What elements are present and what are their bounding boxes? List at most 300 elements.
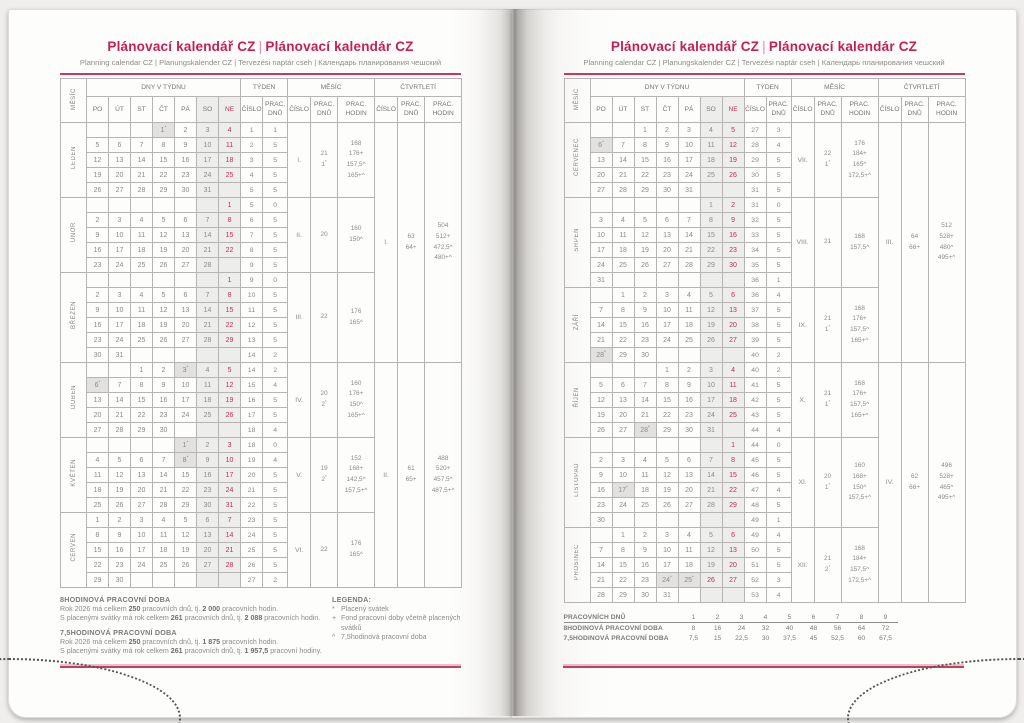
day-cell: 22	[700, 243, 722, 258]
page-subtitle: Planning calendar CZ | Planungskalender CZ | Tervezési naptár cseh | Календарь планирования чешский	[583, 58, 945, 67]
week-number: 21	[241, 483, 263, 498]
week-number: 27	[241, 573, 263, 588]
header-quarter-group: ČTVRTLETÍ	[375, 79, 462, 97]
week-workdays: 5	[766, 378, 791, 393]
day-cell: 7	[612, 138, 634, 153]
day-cell: 4	[131, 288, 153, 303]
day-cell: 10	[131, 528, 153, 543]
week-number: 53	[744, 588, 766, 603]
day-cell: 27	[612, 423, 634, 438]
day-cell: 15	[634, 153, 656, 168]
day-cell: 17	[678, 153, 700, 168]
day-cell: 25	[700, 168, 722, 183]
day-cell	[590, 288, 612, 303]
week-workdays: 0	[263, 273, 288, 288]
month-hours: 152 168+ 142,5^ 157,5+^	[338, 438, 375, 513]
day-cell	[722, 423, 744, 438]
day-cell: 27	[197, 558, 219, 573]
day-cell	[722, 273, 744, 288]
day-cell: 18	[131, 243, 153, 258]
month-name-label: ČERVEN	[70, 533, 77, 562]
month-number: IV.	[288, 363, 311, 438]
day-cell: 18	[197, 393, 219, 408]
day-cell: 10	[219, 453, 241, 468]
day-cell: 9	[87, 303, 109, 318]
week-number: 8	[241, 243, 263, 258]
day-cell: 1*	[175, 438, 197, 453]
worktime-block-title: 8HODINOVÁ PRACOVNÍ DOBA	[60, 595, 171, 604]
day-cell	[678, 273, 700, 288]
day-cell: 5	[590, 378, 612, 393]
week-workdays: 5	[263, 333, 288, 348]
day-cell: 24	[590, 258, 612, 273]
workhours-value: 1	[682, 612, 706, 623]
day-cell: 13	[175, 303, 197, 318]
week-workdays: 1	[766, 513, 791, 528]
page-title	[512, 39, 1016, 54]
day-cell	[153, 348, 175, 363]
day-cell: 20	[175, 243, 197, 258]
day-cell: 1	[87, 513, 109, 528]
day-cell: 8	[722, 453, 744, 468]
week-number: 9	[241, 273, 263, 288]
day-cell: 6	[109, 138, 131, 153]
day-cell	[590, 198, 612, 213]
day-cell	[612, 198, 634, 213]
header-days-group: DNY V TÝDNU	[590, 79, 744, 97]
day-cell: 23	[153, 408, 175, 423]
week-workdays: 5	[766, 303, 791, 318]
workhours-value: 52,5	[831, 634, 844, 642]
title-separator: |	[258, 39, 263, 54]
month-name-label: ŘÍJEN	[574, 387, 580, 408]
day-cell: 22	[131, 408, 153, 423]
month-hours: 168 176+ 157,5^ 165+^	[338, 123, 375, 198]
day-cell	[175, 573, 197, 588]
day-cell: 19	[87, 168, 109, 183]
day-cell	[634, 363, 656, 378]
workhours-value: 60	[857, 634, 866, 642]
quarter-workdays: 63 64+	[398, 123, 425, 363]
day-cell	[700, 513, 722, 528]
day-cell: 1	[612, 288, 634, 303]
header-quarter-group: ČTVRTLETÍ	[878, 79, 965, 97]
day-cell: 4	[131, 213, 153, 228]
week-workdays: 5	[263, 213, 288, 228]
day-cell: 13	[722, 543, 744, 558]
worktime-summary	[60, 595, 332, 661]
legend-item	[332, 633, 461, 642]
day-cell: 28	[131, 183, 153, 198]
month-workdays: 21 1*	[814, 288, 841, 363]
month-workdays: 20 2*	[311, 363, 338, 438]
day-cell: 29	[722, 498, 744, 513]
month-number: II.	[288, 198, 311, 273]
week-workdays: 0	[263, 198, 288, 213]
day-cell	[87, 123, 109, 138]
month-hours: 160 168+ 150^ 157,5+^	[841, 438, 878, 528]
day-cell: 28	[109, 423, 131, 438]
workhours-value: 45	[809, 634, 818, 642]
month-workdays: 21 1*	[814, 363, 841, 438]
day-cell: 19	[656, 483, 678, 498]
day-cell: 24	[131, 558, 153, 573]
day-cell	[678, 588, 700, 603]
header-week-number: ČÍSLO	[241, 97, 263, 123]
week-workdays: 5	[766, 468, 791, 483]
day-cell: 24	[175, 408, 197, 423]
day-cell: 10	[656, 303, 678, 318]
day-cell: 1*	[153, 123, 175, 138]
day-cell: 31	[590, 273, 612, 288]
day-cell: 2	[175, 123, 197, 138]
header-month-column	[61, 79, 87, 123]
week-workdays: 5	[263, 468, 288, 483]
worktime-footer	[60, 595, 461, 661]
week-workdays: 5	[263, 558, 288, 573]
month-name-label: DUBEN	[70, 385, 77, 410]
day-cell: 13	[656, 228, 678, 243]
day-cell: 19	[175, 543, 197, 558]
day-cell: 1	[612, 528, 634, 543]
day-cell: 14	[590, 558, 612, 573]
week-number: 24	[241, 528, 263, 543]
week-workdays: 2	[263, 348, 288, 363]
day-cell	[197, 423, 219, 438]
week-workdays: 5	[263, 153, 288, 168]
day-cell	[590, 438, 612, 453]
day-cell: 7	[197, 288, 219, 303]
day-cell: 15	[219, 228, 241, 243]
workhours-value: 4	[754, 612, 778, 623]
day-cell	[109, 198, 131, 213]
day-cell: 29	[175, 498, 197, 513]
week-number: 11	[241, 303, 263, 318]
day-cell: 12	[700, 543, 722, 558]
workhours-reference-table	[564, 612, 965, 643]
day-cell: 25	[131, 333, 153, 348]
day-cell: 31	[700, 423, 722, 438]
day-cell: 24	[678, 168, 700, 183]
day-cell: 9	[656, 138, 678, 153]
week-number: 49	[744, 528, 766, 543]
day-cell	[634, 438, 656, 453]
month-name	[61, 273, 87, 363]
day-cell: 6	[722, 528, 744, 543]
day-cell	[131, 123, 153, 138]
day-cell: 23	[87, 333, 109, 348]
day-cell: 9	[678, 378, 700, 393]
day-cell	[197, 273, 219, 288]
header-day-út: ÚT	[612, 97, 634, 123]
day-cell	[722, 588, 744, 603]
day-cell: 1	[722, 438, 744, 453]
day-cell: 31	[197, 183, 219, 198]
worktime-line: Rok 2026 má celkem 250 pracovních dnů, tj. 1 875 pracovních hodin.	[60, 637, 279, 646]
day-cell: 17	[219, 468, 241, 483]
day-cell: 20	[175, 318, 197, 333]
week-number: 17	[241, 408, 263, 423]
day-cell: 26	[634, 258, 656, 273]
week-number: 36	[744, 288, 766, 303]
day-cell: 15	[656, 393, 678, 408]
day-cell: 23	[634, 333, 656, 348]
day-cell	[87, 438, 109, 453]
workhours-row-label: 7,5HODINOVÁ PRACOVNÍ DOBA	[563, 634, 669, 642]
workhours-value: 3	[730, 612, 754, 623]
day-cell	[612, 513, 634, 528]
day-cell	[590, 363, 612, 378]
quarter-workdays: 64 66+	[901, 123, 928, 363]
day-cell: 19	[219, 393, 241, 408]
day-cell: 17	[197, 153, 219, 168]
day-cell: 25	[197, 408, 219, 423]
day-cell: 14	[700, 468, 722, 483]
day-cell: 4	[722, 363, 744, 378]
week-workdays: 1	[766, 273, 791, 288]
day-cell: 10	[109, 228, 131, 243]
day-cell: 30	[634, 588, 656, 603]
header-week-group: TÝDEN	[241, 79, 288, 97]
day-cell: 26	[700, 573, 722, 588]
day-cell	[131, 273, 153, 288]
week-number: 2	[241, 138, 263, 153]
day-cell: 24	[700, 408, 722, 423]
day-cell: 15	[612, 318, 634, 333]
week-number: 37	[744, 303, 766, 318]
day-cell	[634, 273, 656, 288]
day-cell: 28	[197, 333, 219, 348]
week-number: 16	[241, 393, 263, 408]
day-cell	[175, 198, 197, 213]
day-cell: 23	[87, 258, 109, 273]
day-cell: 14	[131, 153, 153, 168]
day-cell: 3	[197, 123, 219, 138]
day-cell: 28*	[590, 348, 612, 363]
day-cell: 9	[634, 543, 656, 558]
day-cell: 30	[634, 348, 656, 363]
month-number: VI.	[288, 513, 311, 588]
day-cell: 21	[590, 333, 612, 348]
month-name-label: LISTOPAD	[574, 463, 580, 497]
workhours-row	[564, 612, 898, 623]
day-cell: 19	[722, 153, 744, 168]
day-cell: 11	[87, 468, 109, 483]
week-workdays: 4	[766, 138, 791, 153]
day-cell	[722, 513, 744, 528]
day-cell: 5	[153, 288, 175, 303]
day-cell: 30	[590, 513, 612, 528]
day-cell: 10	[700, 378, 722, 393]
week-number: 4	[241, 168, 263, 183]
week-number: 31	[744, 198, 766, 213]
month-hours: 168 157,5^	[841, 198, 878, 288]
month-name	[61, 198, 87, 273]
day-cell: 23	[634, 573, 656, 588]
day-cell: 28	[153, 498, 175, 513]
day-cell: 22	[612, 333, 634, 348]
day-cell: 29	[634, 183, 656, 198]
legend-symbol: +	[332, 614, 337, 623]
header-month-label: MĚSÍC	[70, 88, 77, 111]
day-cell: 7	[197, 213, 219, 228]
week-number: 19	[241, 453, 263, 468]
day-cell: 23	[678, 408, 700, 423]
header-quarter-number: ČÍSLO	[375, 97, 398, 123]
week-number: 13	[241, 333, 263, 348]
month-workdays: 22 1*	[814, 123, 841, 198]
day-cell: 2	[87, 213, 109, 228]
week-number: 52	[744, 573, 766, 588]
header-quarter-workdays: PRAC. DNŮ	[398, 97, 425, 123]
day-cell: 31	[109, 348, 131, 363]
week-number: 27	[744, 123, 766, 138]
day-cell: 12	[722, 138, 744, 153]
week-number: 50	[744, 543, 766, 558]
day-cell	[131, 438, 153, 453]
header-day-pá: PÁ	[678, 97, 700, 123]
day-cell	[612, 123, 634, 138]
week-workdays: 3	[766, 573, 791, 588]
day-cell	[700, 348, 722, 363]
week-number: 36	[744, 273, 766, 288]
week-workdays: 5	[766, 153, 791, 168]
week-number: 5	[241, 198, 263, 213]
week-workdays: 5	[263, 528, 288, 543]
week-workdays: 5	[766, 258, 791, 273]
day-cell: 29	[612, 348, 634, 363]
header-day-st: ST	[634, 97, 656, 123]
week-workdays: 5	[263, 258, 288, 273]
day-cell: 1	[131, 363, 153, 378]
week-workdays: 5	[766, 543, 791, 558]
day-cell: 4	[612, 213, 634, 228]
header-month-workdays: PRAC. DNŮ	[814, 97, 841, 123]
day-cell: 27	[175, 258, 197, 273]
month-name-label: KVĚTEN	[70, 458, 77, 487]
day-cell: 11	[197, 378, 219, 393]
legend-item	[332, 614, 461, 633]
month-workdays: 21	[814, 198, 841, 288]
day-cell: 15	[175, 468, 197, 483]
day-cell: 12	[109, 468, 131, 483]
month-name-label: ÚNOR	[70, 222, 77, 243]
day-cell: 7	[219, 513, 241, 528]
header-day-st: ST	[131, 97, 153, 123]
day-cell: 15	[722, 468, 744, 483]
day-cell: 18	[612, 243, 634, 258]
workhours-value: 7,5	[688, 634, 699, 642]
day-cell: 17	[109, 318, 131, 333]
title-slovak: Plánovací kalendár CZ	[265, 39, 414, 54]
day-cell: 1	[219, 273, 241, 288]
day-cell	[700, 588, 722, 603]
page-right	[512, 9, 1017, 718]
day-cell	[722, 183, 744, 198]
quarter-number: IV.	[878, 363, 901, 603]
day-cell: 3	[131, 513, 153, 528]
day-cell: 7	[109, 378, 131, 393]
day-cell: 16	[656, 153, 678, 168]
day-cell: 28	[197, 258, 219, 273]
week-number: 40	[744, 348, 766, 363]
day-cell: 3	[612, 453, 634, 468]
day-cell: 26	[590, 423, 612, 438]
day-cell: 3	[656, 288, 678, 303]
week-number: 29	[744, 153, 766, 168]
week-workdays: 5	[766, 498, 791, 513]
day-cell: 12	[175, 528, 197, 543]
week-number: 22	[241, 498, 263, 513]
day-cell: 17	[590, 243, 612, 258]
day-cell: 4	[219, 123, 241, 138]
day-cell: 4	[197, 363, 219, 378]
day-cell: 18	[678, 558, 700, 573]
day-cell	[219, 258, 241, 273]
day-cell: 22	[219, 243, 241, 258]
day-cell: 10	[175, 378, 197, 393]
day-cell: 22	[634, 168, 656, 183]
day-cell: 16	[175, 153, 197, 168]
week-workdays: 5	[263, 543, 288, 558]
week-workdays: 4	[766, 588, 791, 603]
day-cell: 2	[197, 438, 219, 453]
month-name	[61, 363, 87, 438]
week-number: 34	[744, 243, 766, 258]
workhours-value: 30	[761, 634, 770, 642]
day-cell: 20	[612, 408, 634, 423]
day-cell	[678, 198, 700, 213]
week-number: 9	[241, 258, 263, 273]
day-cell: 16	[87, 318, 109, 333]
day-cell: 9	[109, 528, 131, 543]
day-cell: 22	[219, 318, 241, 333]
week-workdays: 4	[263, 378, 288, 393]
week-workdays: 5	[263, 513, 288, 528]
day-cell	[590, 123, 612, 138]
week-number: 12	[241, 318, 263, 333]
day-cell: 21	[197, 318, 219, 333]
month-name	[564, 123, 590, 198]
day-cell: 14	[109, 393, 131, 408]
week-number: 18	[241, 438, 263, 453]
day-cell: 28*	[634, 423, 656, 438]
day-cell: 9	[722, 213, 744, 228]
week-workdays: 5	[263, 243, 288, 258]
day-cell	[153, 438, 175, 453]
day-cell: 13	[612, 393, 634, 408]
bottom-rule-right	[563, 666, 964, 668]
day-cell: 5	[656, 453, 678, 468]
month-number: VII.	[791, 123, 814, 198]
day-cell: 3	[590, 213, 612, 228]
day-cell	[722, 348, 744, 363]
month-name	[564, 528, 590, 603]
day-cell	[131, 573, 153, 588]
day-cell: 16	[109, 543, 131, 558]
workhours-value: 15	[713, 634, 722, 642]
day-cell	[678, 348, 700, 363]
week-row	[564, 123, 965, 138]
day-cell: 8	[131, 378, 153, 393]
day-cell: 2	[590, 453, 612, 468]
day-cell: 2	[722, 198, 744, 213]
day-cell	[590, 528, 612, 543]
day-cell: 25	[634, 498, 656, 513]
week-workdays: 5	[263, 228, 288, 243]
header-week-workdays: PRAC. DNŮ	[263, 97, 288, 123]
week-number: 25	[241, 543, 263, 558]
